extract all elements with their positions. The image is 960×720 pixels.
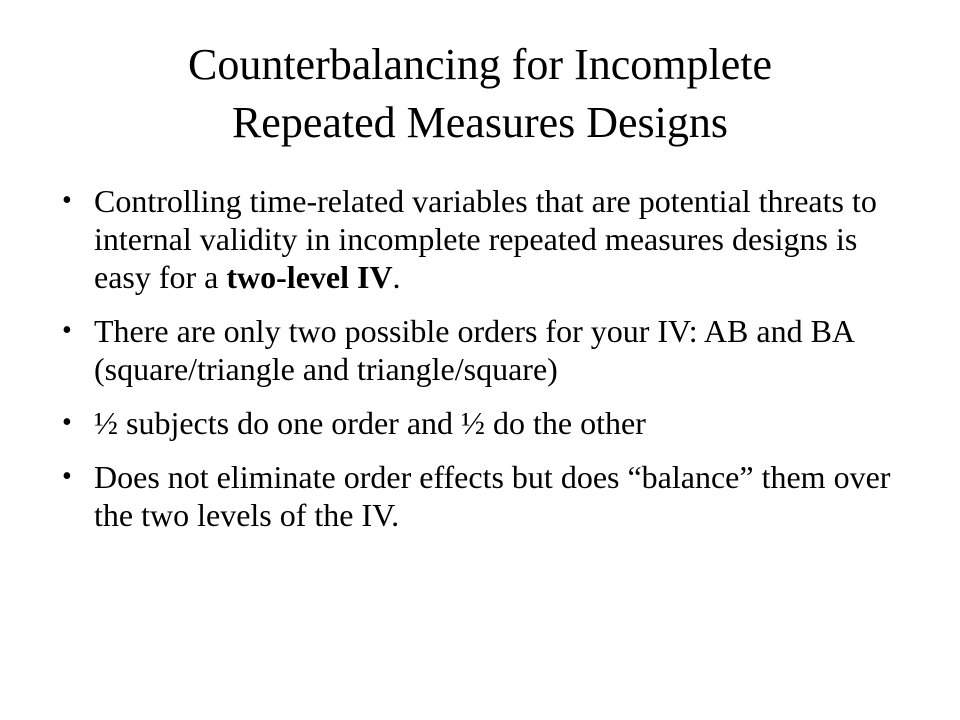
bullet-text: ½ subjects do one order and ½ do the other — [94, 405, 646, 441]
bullet-item — [62, 312, 902, 388]
slide-title — [60, 36, 900, 152]
bullet-item — [62, 458, 902, 534]
bullet-text: There are only two possible orders for your IV: AB and BA (square/triangle and triangle/square) — [94, 313, 854, 387]
bullet-icon: • — [62, 461, 72, 492]
bullet-item — [62, 182, 902, 296]
bullet-text-end: . — [392, 259, 401, 295]
bullet-icon: • — [62, 315, 72, 346]
bullet-icon: • — [62, 185, 72, 216]
bullet-item — [62, 404, 902, 442]
bullet-text-bold: two-level IV — [226, 259, 393, 295]
bullet-text: Controlling time-related variables that are potential threats to internal validity in incomplete repeated measures designs is easy for a — [94, 183, 877, 295]
slide-title-line-1: Counterbalancing for Incomplete — [187, 40, 772, 89]
bullet-text: Does not eliminate order effects but does “balance” them over the two levels of the IV. — [94, 459, 891, 533]
bullet-icon: • — [62, 407, 72, 438]
slide-title-line-2: Repeated Measures Designs — [231, 98, 729, 147]
bullet-list — [62, 182, 902, 550]
